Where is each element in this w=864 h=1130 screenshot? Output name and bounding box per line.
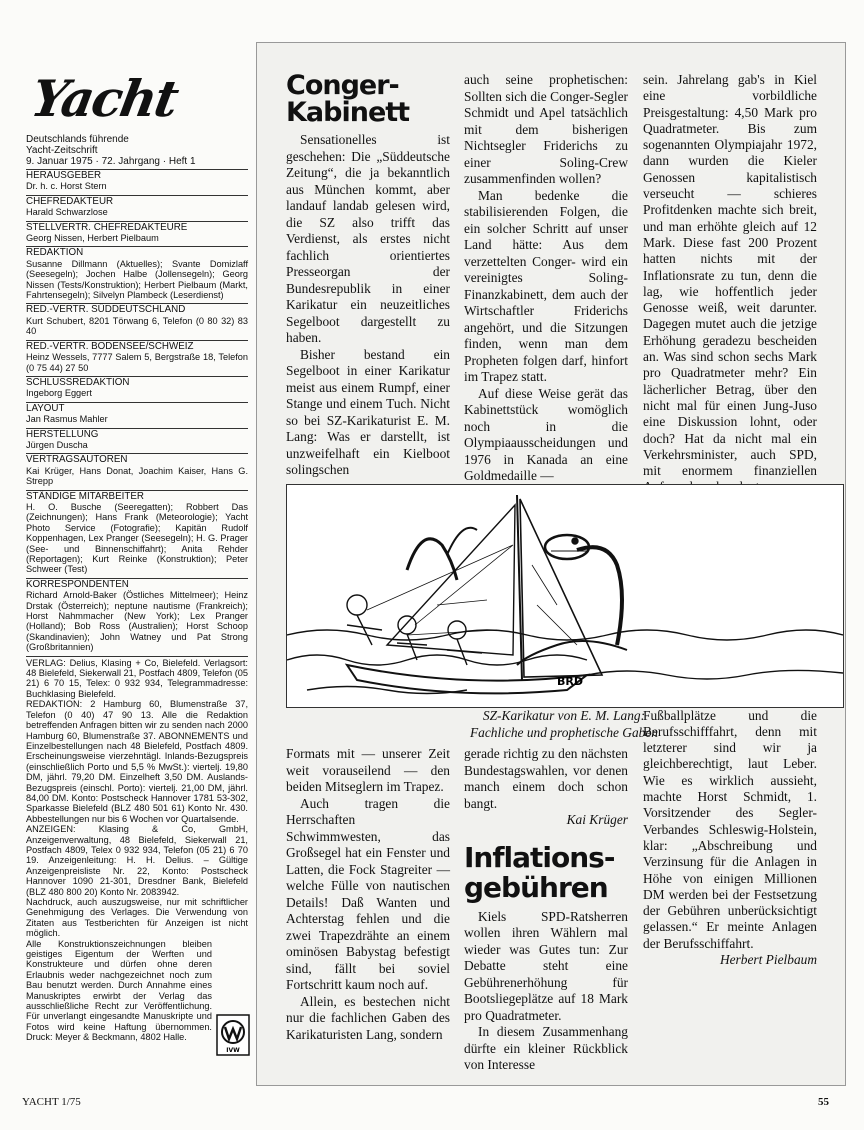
section-chefredakteur [26,195,248,218]
section-title: CHEFREDAKTEUR [26,195,114,207]
section-red-bodensee [26,340,248,373]
section-schlussredaktion [26,376,248,399]
paragraph: gerade richtig zu den nächsten Bundestagswahlen, vor denen manch einem doch schon bangt. [464,746,628,811]
paragraph: In diesem Zusammenhang dürfte ein kleiner Rückblick von Interesse [464,1024,628,1072]
article1-col1-bottom [286,746,450,1043]
page-number: 55 [818,1096,829,1108]
section-korrespondenten [26,578,248,653]
section-body: Dr. h. c. Horst Stern [26,181,107,192]
section-body: Jürgen Duscha [26,439,88,450]
masthead-sections [26,169,248,1046]
cartoon-illustration [286,484,844,708]
section-title: STÄNDIGE MITARBEITER [26,490,144,502]
section-title: HERSTELLUNG [26,428,99,440]
author-signature: Kai Krüger [566,812,628,827]
paragraph: Auch tragen die Herrschaften Schwimmwesten, das Großsegel hat ein Fenster und Latten, die Fock Stagreiter — welche Fülle von nautischen Details! Daß Wanten und Achterstag fehlen und die zwei Trapezdrähte an einem ominösen Babystag befestigt sind, fällt bei soviel Fortschritt kaum noch auf. [286,795,450,992]
article1-col2-bottom [464,746,628,1074]
publisher-rechte: Alle Konstruktionszeichnungen bleiben geistiges Eigentum der Werften und Konstrukteure und dürfen ohne deren Erlaubnis weder nachgezeichnet noch zum Bau benutzt werden. Durch Annahme eines Manuskriptes erwirbt der Verlag das ausschließliche Recht zur Veröffentlichung. Für unverlangt eingesandte Manuskripte und Fotos wird keine Haftung übernommen. Druck: Meyer & Beckmann, 4802 Halle. [26,938,212,1043]
ivw-text: IVW [226,1047,240,1054]
paragraph: Auf diese Weise gerät das Kabinettstück womöglich noch in die Olympiaausscheidungen und 1976 in Kanada an eine Goldmedaille — [464,385,628,483]
paragraph: Formats mit — unserer Zeit weit vorauseilend — den beiden Mitseglern im Trapez. [286,746,450,794]
footer-issue: YACHT 1/75 [22,1096,81,1108]
section-vertragsautoren [26,453,248,486]
headline-line: gebühren [464,870,608,904]
section-body: Susanne Dillmann (Aktuelles); Svante Domizlaff (Seesegeln); Jochen Halbe (Jollensegeln); Georg Nissen (Tests/Konstruktion); Herbert Pielbaum (Markt, Fahrtensegeln); Silvelyn Plambeck (Leserdienst) [26,258,248,301]
headline-line: Kabinett [286,97,410,128]
masthead [22,14,250,1072]
section-layout [26,402,248,425]
publisher-nachdruck: Nachdruck, auch auszugsweise, nur mit schriftlicher Genehmigung des Verlages. Die Verwendung von Zitaten aus Testberichten für Anzeigen ist nicht möglich. [26,897,248,939]
section-body: Ingeborg Eggert [26,388,92,399]
paragraph: Allein, es bestechen nicht nur die fachlichen Gaben des Karikaturisten Lang, sondern [286,993,450,1042]
article1-col1 [286,72,450,479]
section-body: Kurt Schubert, 8201 Törwang 6, Telefon (0 80 32) 83 40 [26,315,248,337]
publisher-anzeigen: ANZEIGEN: Klasing & Co, GmbH, Anzeigenverwaltung, 48 Bielefeld, Siekerwall 21, Postfach 4809, Telex 0 932 934, Telefon (05 21) 6 70 19. Anzeigenleitung: H. H. Delius. – Gültige Anzeigenpreisliste Nr. 22, Konto: Postscheck Hannover 1090 21-301, Dresdner Bank, Bielefeld (BLZ 480 800 20) Konto Nr. 2083942. [26,824,248,897]
section-stellvertr [26,221,248,244]
section-body: Heinz Wessels, 7777 Salem 5, Bergstraße 18, Telefon (0 75 44) 27 50 [26,352,248,373]
section-herausgeber [26,169,248,192]
headline-line: Inflations- [464,840,615,874]
section-body: Richard Arnold-Baker (Östliches Mittelmeer); Heinz Drstak (Österreich); neptune nautisme (Frankreich); Horst Nahmmacher (New York); Lex Pranger (Holland); Bob Ross (Australien); Horst Schoop (Skandinavien); John Watney und Pat Strong (Großbritannien) [26,590,248,653]
tagline-line: Deutschlands führende [26,134,129,145]
section-body: Harald Schwarzlose [26,207,108,218]
article2-headline [464,840,628,904]
tagline-line: Yacht-Zeitschrift [26,145,98,156]
section-publisher [26,656,248,1043]
ivw-logo [216,1014,250,1056]
caption-line: Fachliche und prophetische Gaben [469,725,659,740]
yacht-logo: Yacht [26,69,182,128]
section-title: HERAUSGEBER [26,170,102,181]
section-title: STELLVERTR. CHEFREDAKTEURE [26,221,188,233]
section-title: RED.-VERTR. BODENSEE/SCHWEIZ [26,340,194,352]
caption-line: SZ-Karikatur von E. M. Lang: [482,708,646,723]
section-body: Kai Krüger, Hans Donat, Joachim Kaiser, Hans G. Strepp [26,465,248,487]
section-title: SCHLUSSREDAKTION [26,376,130,388]
article1-headline [286,72,450,126]
hull-mark: BRD [557,675,583,688]
headline-line: Conger- [286,70,399,101]
tagline [26,134,248,167]
section-herstellung [26,428,248,451]
paragraph: auch seine prophetischen: Sollten sich die Conger-Segler Schmidt und Apel tatsächlich mit dem bisherigen Nichtsegler Friderichs zu einer Soling-Crew zusammenfinden wollen? [464,72,628,186]
section-body: Jan Rasmus Mahler [26,414,108,425]
paragraph: Bisher bestand ein Segelboot in einer Karikatur meist aus einem Rumpf, einer Stange und einem Tuch. Nicht so bei SZ-Karikaturist E. M. Lang: Was er darstellt, ist unzweifelhaft ein Kielboot solingschen [286,346,450,477]
section-red-sued [26,303,248,336]
section-title: VERTRAGSAUTOREN [26,454,128,466]
cartoon-caption [286,707,842,741]
section-mitarbeiter [26,490,248,575]
paragraph: Sensationelles ist geschehen: Die „Süddeutsche Zeitung“, die ja bekanntlich aus München kommt, aber landauf landab gelesen wird, die SZ also trifft das Verdienst, als erstes nicht fachlich orientiertes Presseorgan der Bundesrepublik in einer Karikatur ein neuzeitliches Segelboot dargestellt zu haben. [286,132,450,345]
section-title: LAYOUT [26,402,65,414]
section-title: KORRESPONDENTEN [26,578,129,590]
publisher-redaktion: REDAKTION: 2 Hamburg 60, Blumenstraße 37, Telefon (0 40) 47 90 13. Alle die Redaktion betreffenden Anfragen bitten wir zu senden nach 2000 Hamburg 60, Blumenstraße 37. ABONNEMENTS und Einzelbestellungen nach 48 Bielefeld, Postfach 4809. Erscheinungsweise vierzehntägl. Inlands-Bezugspreis (einschließlich Porto und 5,5 % MwSt.): viertelj. 19,80 DM, jährl. 79,20 DM. Einzelheft 3,50 DM. Auslands-Bezugspreis (einschl. Porto): viertelj. 21,00 DM, jährl. 84,00 DM. Konto: Postscheck Hannover 1781 53-302, Sparkasse Bielefeld (BLZ 480 501 61) Konto Nr. 430. Abbestellungen nur bis 6 Wochen vor Quartalsende. [26,699,248,824]
section-body: Georg Nissen, Herbert Pielbaum [26,233,159,244]
paragraph: Man bedenke die stabilisierenden Folgen, die ein solcher Schritt auf unser Land hätte: Aus dem verzettelten Conger- wird ein vereinigtes Soling-Finanzkabinett, dem auch der Wirtschaftler Friderichs angehört, und die Sitzungen finden, wenn man dem Propheten folgen darf, hinfort im Trapez statt. [464,187,628,384]
section-body: H. O. Busche (Seeregatten); Robbert Das (Zeichnungen); Hans Frank (Meteorologie); Yacht Photo Service (Fotografie); Kapitän Rudolf Koppenhagen, Lex Pranger (Seesegeln); H. G. Prager (See- und Binnenschiffahrt); Anita Rehder (Reportagen); Kurt Reinke (Konstruktion); Peter Schweer (Test) [26,501,248,575]
section-title: REDAKTION [26,247,84,259]
paragraph: sein. Jahrelang gab's in Kiel eine vorbildliche Preisgestaltung: 4,50 Mark pro Quadratmeter. Bis zum sogenannten Olympiajahr 1972, dann wurden die Kieler Genossen kapitalistisch verseucht — schieres Profitdenken machte sich breit, und man erhöhte gleich auf 12 Mark. Diese fast 200 Prozent hatten nichts mit der Inflationsrate zu tun, denn die lag, wie hoffentlich jeder Genosse weiß, weit darunter. Dagegen mutet auch die jetzige Erhöhung geradezu bescheiden an. Was sind schon sechs Mark pro Quadratmeter mehr? Ein lächerlicher Betrag, über den nicht mal für einen Jung-Juso eine Diskussion lohnt, oder doch? Hat da nicht mal ein Verkehrsminister, auch SPD, mit enormem finanziellen Aufwand kundgetan, uns Lustschiffern seien dieselben Rechte eingeräumt worden wie den Berufsseefahrern? „Neue Ordnung im Verkehr“ hieß das Traktat, doch von der neuen Ordnung merken wir nicht viel, denn man will uns überall nur schröpfen. Argument: Stadt und Staat müssen kostendeckend operieren. Im Prinzip ist nichts dagegen einzuwenden. Doch dann bitte Kostendekkung für alle Schwimmhallen, Fußballplätze und die Berufsschifffahrt, denn mit letzterer sind wir ja gleichberechtigt, laut Leber. Wie es wirklich aussieht, machte Horst Schmidt, 1. Vorsitzender des Segler-Verbandes Schleswig-Holstein, klar: „Abschreibung und Verzinsung für die Anlagen in Höhe von einigen Millionen DM werden bei der Festsetzung der Gebühren unberücksichtigt gelassen.“ Er meinte Anlagen der Berufsschiffahrt. [643,72,817,951]
section-redaktion [26,246,248,300]
issue-info: 9. Januar 1975 · 72. Jahrgang · Heft 1 [26,156,196,167]
paragraph: Kiels SPD-Ratsherren wollen ihren Wählern mal wieder was Gutes tun: Zur Debatte steht eine Gebührenerhöhung für Bootsliegeplätze auf 18 Mark pro Quadratmeter. [464,908,628,1023]
publisher-verlag: VERLAG: Delius, Klasing + Co, Bielefeld. Verlagsort: 48 Bielefeld, Siekerwall 21, Postfach 4809, Telefon (05 21) 6 70 15, Telex: 0 932 934, Telegrammadresse: Buchklasing Bielefeld. [26,657,249,699]
article1-col2 [464,72,628,485]
section-title: RED.-VERTR. SÜDDEUTSCHLAND [26,304,186,316]
author-signature: Herbert Pielbaum [719,952,817,968]
